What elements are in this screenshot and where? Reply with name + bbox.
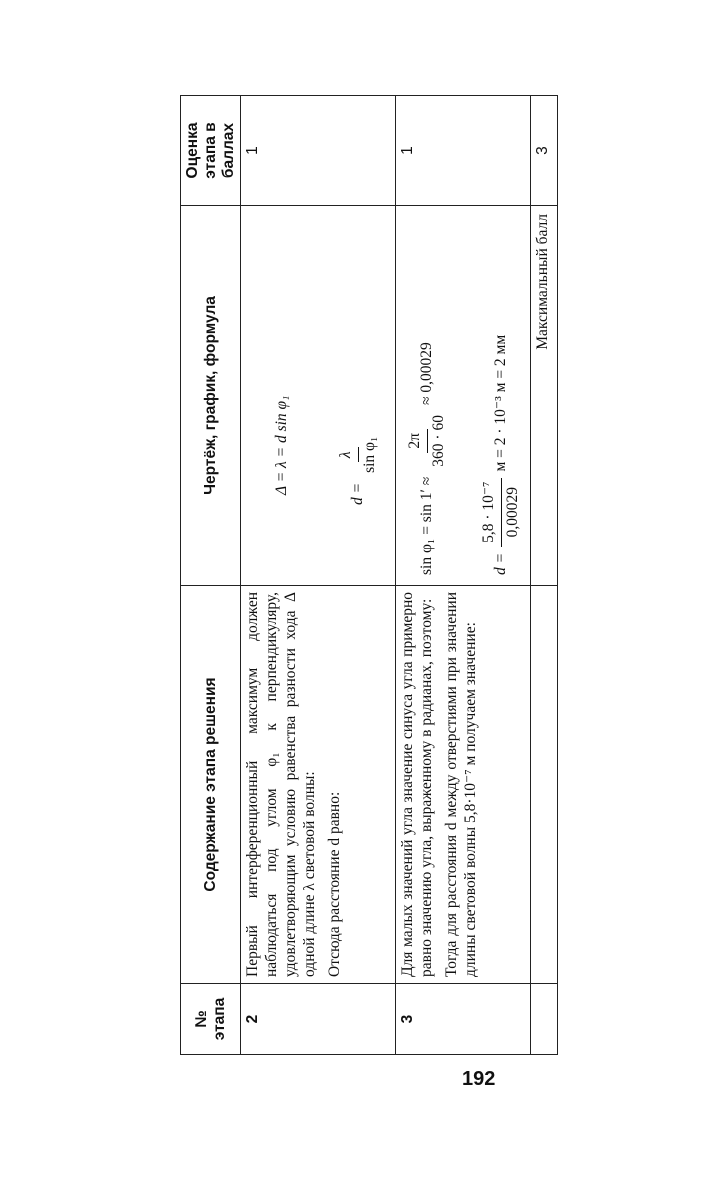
formula-lhs: sin φ₁ = sin 1′ ≈: [418, 476, 436, 575]
formula-rhs: ≈ 0,00029: [418, 342, 436, 406]
table-row: [396, 96, 531, 1055]
fraction: [337, 433, 380, 477]
formula-fraction-line: [337, 433, 380, 505]
fraction-numerator: 2π: [406, 429, 428, 453]
max-score-row: [531, 96, 558, 1055]
header-stage-number: № этапа: [181, 984, 241, 1055]
rotated-table-container: [180, 100, 552, 1055]
header-row: [181, 96, 241, 1055]
fraction: [480, 478, 523, 547]
stage-number: 3: [396, 984, 531, 1055]
page-number: 192: [462, 1068, 496, 1090]
formula-rhs: м = 2 · 10⁻³ м = 2 мм: [492, 334, 510, 472]
stage-score: 1: [241, 96, 396, 206]
header-score: Оценка этапа в баллах: [181, 96, 241, 206]
table-row: [241, 96, 396, 1055]
stage-formula: [396, 206, 531, 586]
formula-lhs: d =: [349, 482, 367, 505]
empty-cell: [531, 984, 558, 1055]
formula-fraction-line: [480, 335, 523, 575]
content-paragraph: Отсюда расстояние d равно:: [326, 791, 344, 977]
formula-lhs: d =: [492, 552, 510, 575]
content-paragraph: Для малых значений угла значение синуса угла примерно равно значению угла, выраженному в радианах, поэтому:: [399, 592, 436, 977]
content-paragraph: Первый интерференционный максимум должен наблюдаться под углом φ₁ к перпендикуляру, удовлетворяющим условию равенства разности хода Δ одной длине λ световой волны:: [244, 592, 319, 977]
content-paragraph: Тогда для расстояния d между отверстиями при значении длины световой волны 5,8·10⁻⁷ м получаем значение:: [443, 592, 480, 977]
max-score-label: Максимальный балл: [531, 206, 558, 586]
stage-score: 1: [396, 96, 531, 206]
max-score-value: 3: [531, 96, 558, 206]
stage-content: [396, 586, 531, 984]
fraction-denominator: 0,00029: [504, 487, 522, 538]
header-formula: Чертёж, график, формула: [181, 206, 241, 586]
stage-number: 2: [241, 984, 396, 1055]
solution-table: [180, 95, 558, 1055]
formula-fraction-line: [406, 342, 449, 575]
stage-content: [241, 586, 396, 984]
fraction-numerator: λ: [337, 447, 359, 462]
fraction-numerator: 5,8 · 10⁻⁷: [480, 478, 502, 547]
fraction-denominator: sin φ₁: [361, 436, 379, 473]
stage-formula: [241, 206, 396, 586]
header-content: Содержание этапа решения: [181, 586, 241, 984]
fraction-denominator: 360 · 60: [430, 415, 448, 467]
fraction: [406, 411, 449, 471]
formula-line: Δ = λ = d sin φ₁: [273, 395, 291, 495]
empty-cell: [531, 586, 558, 984]
